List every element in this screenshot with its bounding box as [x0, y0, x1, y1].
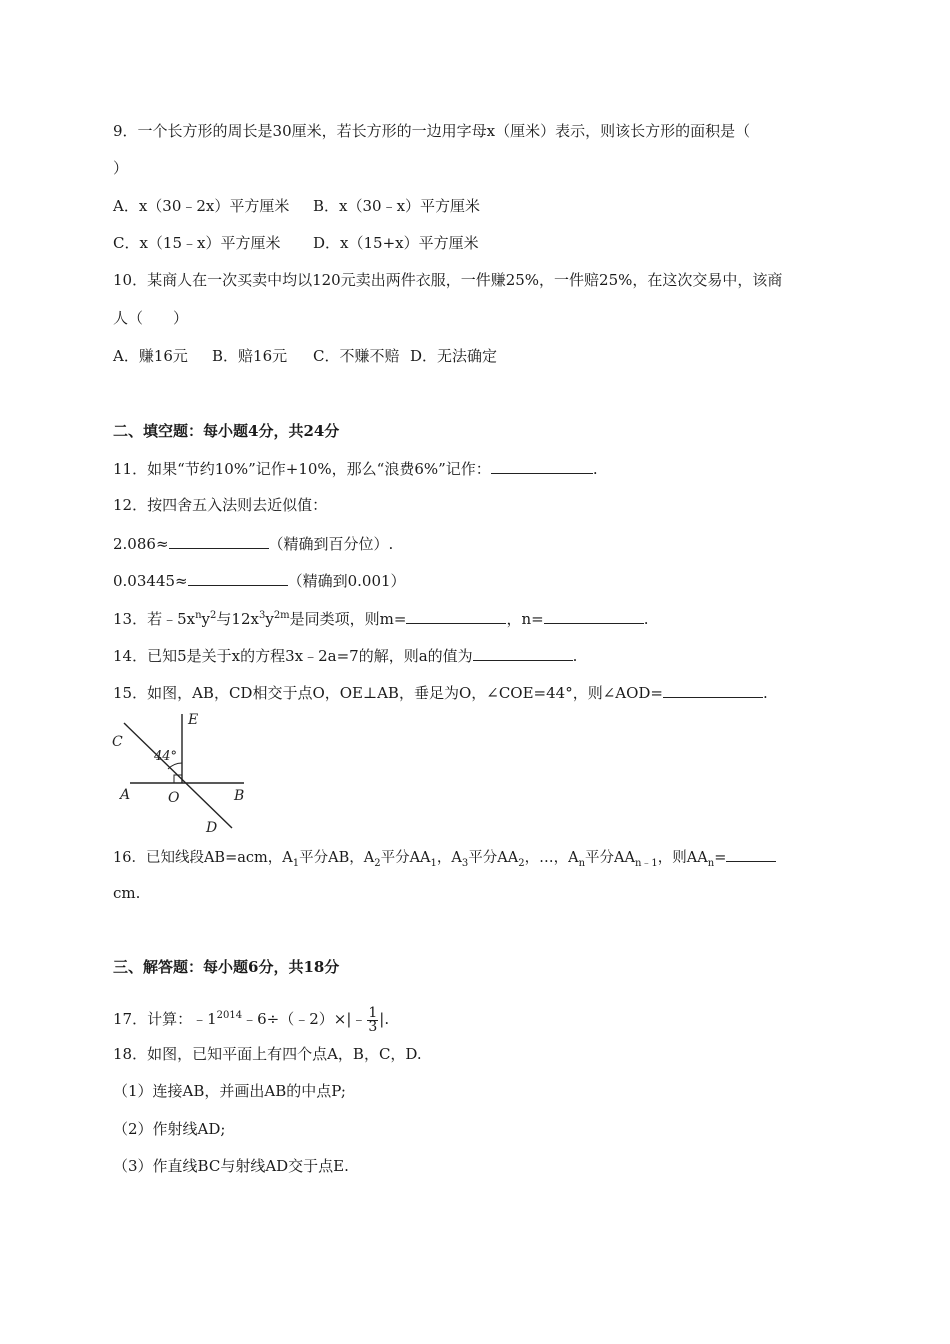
q16-sub: n﹣1 — [634, 857, 658, 869]
label-b: B — [234, 788, 245, 804]
q16-part: 平分AA — [380, 850, 431, 866]
q12-part-b-blank[interactable] — [188, 570, 288, 586]
q12-part-b-note: （精确到0.001） — [287, 572, 406, 590]
q16-part: 平分AA — [585, 850, 635, 866]
label-c: C — [112, 734, 123, 750]
q13-line — [113, 608, 648, 629]
q14-end: . — [572, 647, 578, 665]
q13-exp-n: n — [195, 610, 202, 621]
q13-exp-3: 3 — [258, 610, 266, 621]
q16-part: ，则AA — [657, 850, 708, 866]
q16-answer-blank[interactable] — [726, 846, 776, 862]
q17-fraction — [367, 1004, 378, 1035]
q13-y: y — [201, 610, 211, 628]
q10-option-b: B．赔16元 — [212, 347, 288, 365]
q15-answer-blank[interactable] — [663, 682, 763, 698]
q10-option-c: C．不赚不赔 — [313, 347, 400, 365]
q16-sub: 1 — [292, 857, 300, 869]
q11-answer-blank[interactable] — [491, 458, 593, 474]
q13-suffix: 是同类项，则m= — [289, 610, 407, 628]
q16-part: ，A — [436, 850, 462, 866]
q15-angle-figure — [110, 708, 250, 838]
q17-line — [113, 1002, 389, 1036]
q13-prefix: 13．若﹣5x — [113, 610, 196, 628]
q17-mid: ﹣6÷（﹣2）×|﹣ — [242, 1010, 367, 1028]
q18-step-1: （1）连接AB，并画出AB的中点P; — [113, 1082, 346, 1100]
q9-option-b: B．x（30﹣x）平方厘米 — [313, 197, 481, 215]
label-d: D — [206, 820, 218, 836]
q16-sub: 2 — [518, 857, 525, 869]
q10-option-d: D．无法确定 — [410, 347, 498, 365]
section-heading-solve: 三、解答题：每小题6分，共18分 — [113, 958, 340, 976]
q9-option-c: C．x（15﹣x）平方厘米 — [113, 234, 281, 252]
q14-answer-blank[interactable] — [473, 645, 573, 661]
q12-part-a — [113, 533, 393, 554]
q16-sub: n — [707, 857, 715, 869]
q16-part: 平分AB，A — [299, 850, 375, 866]
q16-part: 16．已知线段AB=acm，A — [113, 850, 293, 866]
label-a: A — [120, 787, 131, 803]
q11-end: . — [592, 460, 598, 478]
q10-stem-line2: 人（ ） — [113, 309, 189, 327]
q15-line — [113, 682, 768, 703]
q16-sub: 2 — [374, 857, 381, 869]
angle-label: 44° — [154, 749, 178, 764]
q13-n-blank[interactable] — [544, 608, 644, 624]
q17-denominator: 3 — [368, 1018, 378, 1035]
label-o: O — [168, 790, 180, 806]
q11-line — [113, 458, 598, 479]
q12-stem: 12．按四舍五入法则去近似值： — [113, 496, 328, 514]
q14-stem: 14．已知5是关于x的方程3x﹣2a=7的解，则a的值为 — [113, 647, 473, 665]
section-heading-fill-in: 二、填空题：每小题4分，共24分 — [113, 422, 340, 440]
q17-end: |. — [379, 1010, 390, 1028]
q13-mid: 与12x — [216, 610, 259, 628]
q16-part: ，…，A — [524, 850, 579, 866]
q9-stem-line1: 9．一个长方形的周长是30厘米，若长方形的一边用字母x（厘米）表示，则该长方形的面积是（ — [113, 122, 751, 140]
q16-sub: 1 — [430, 857, 437, 869]
q13-end: . — [643, 610, 649, 628]
q10-option-a: A．赚16元 — [113, 347, 188, 365]
q11-stem: 11．如果“节约10%”记作+10%，那么“浪费6%”记作： — [113, 460, 491, 478]
q17-exp: 2014 — [216, 1010, 243, 1021]
q12-part-b-value: 0.03445≈ — [113, 572, 188, 590]
q13-comma: ，n= — [506, 610, 544, 628]
q12-part-a-blank[interactable] — [169, 533, 269, 549]
q12-part-a-note: （精确到百分位）. — [268, 535, 394, 553]
q15-end: . — [763, 684, 768, 702]
label-e: E — [188, 712, 199, 728]
q17-numerator: 1 — [368, 1004, 378, 1021]
q12-part-a-value: 2.086≈ — [113, 535, 169, 553]
q10-stem-line1: 10．某商人在一次买卖中均以120元卖出两件衣服，一件赚25%，一件赔25%，在这次交易中，该商 — [113, 271, 783, 289]
q18-step-2: （2）作射线AD; — [113, 1120, 226, 1138]
q13-y2: y — [265, 610, 274, 628]
q15-stem: 15．如图，AB，CD相交于点O，OE⊥AB，垂足为O，∠COE=44°，则∠AOD= — [113, 684, 663, 702]
q9-option-a: A．x（30﹣2x）平方厘米 — [113, 197, 290, 215]
q16-line2: cm. — [113, 884, 141, 902]
q16-sub: n — [578, 857, 586, 869]
q13-m-blank[interactable] — [406, 608, 506, 624]
q16-part: = — [714, 850, 727, 866]
q13-exp-2m: 2m — [273, 610, 290, 621]
q13-exp-2: 2 — [210, 610, 217, 621]
q16-line1 — [113, 846, 776, 868]
q14-line — [113, 645, 577, 666]
q9-option-d: D．x（15+x）平方厘米 — [313, 234, 479, 252]
q17-prefix: 17．计算：﹣1 — [113, 1010, 217, 1028]
q9-stem-line2: ） — [113, 159, 129, 177]
q16-part: 平分AA — [468, 850, 519, 866]
q16-sub: 3 — [461, 857, 469, 869]
q18-stem: 18．如图，已知平面上有四个点A，B，C，D. — [113, 1045, 422, 1063]
q12-part-b — [113, 570, 406, 591]
q18-step-3: （3）作直线BC与射线AD交于点E. — [113, 1157, 349, 1175]
